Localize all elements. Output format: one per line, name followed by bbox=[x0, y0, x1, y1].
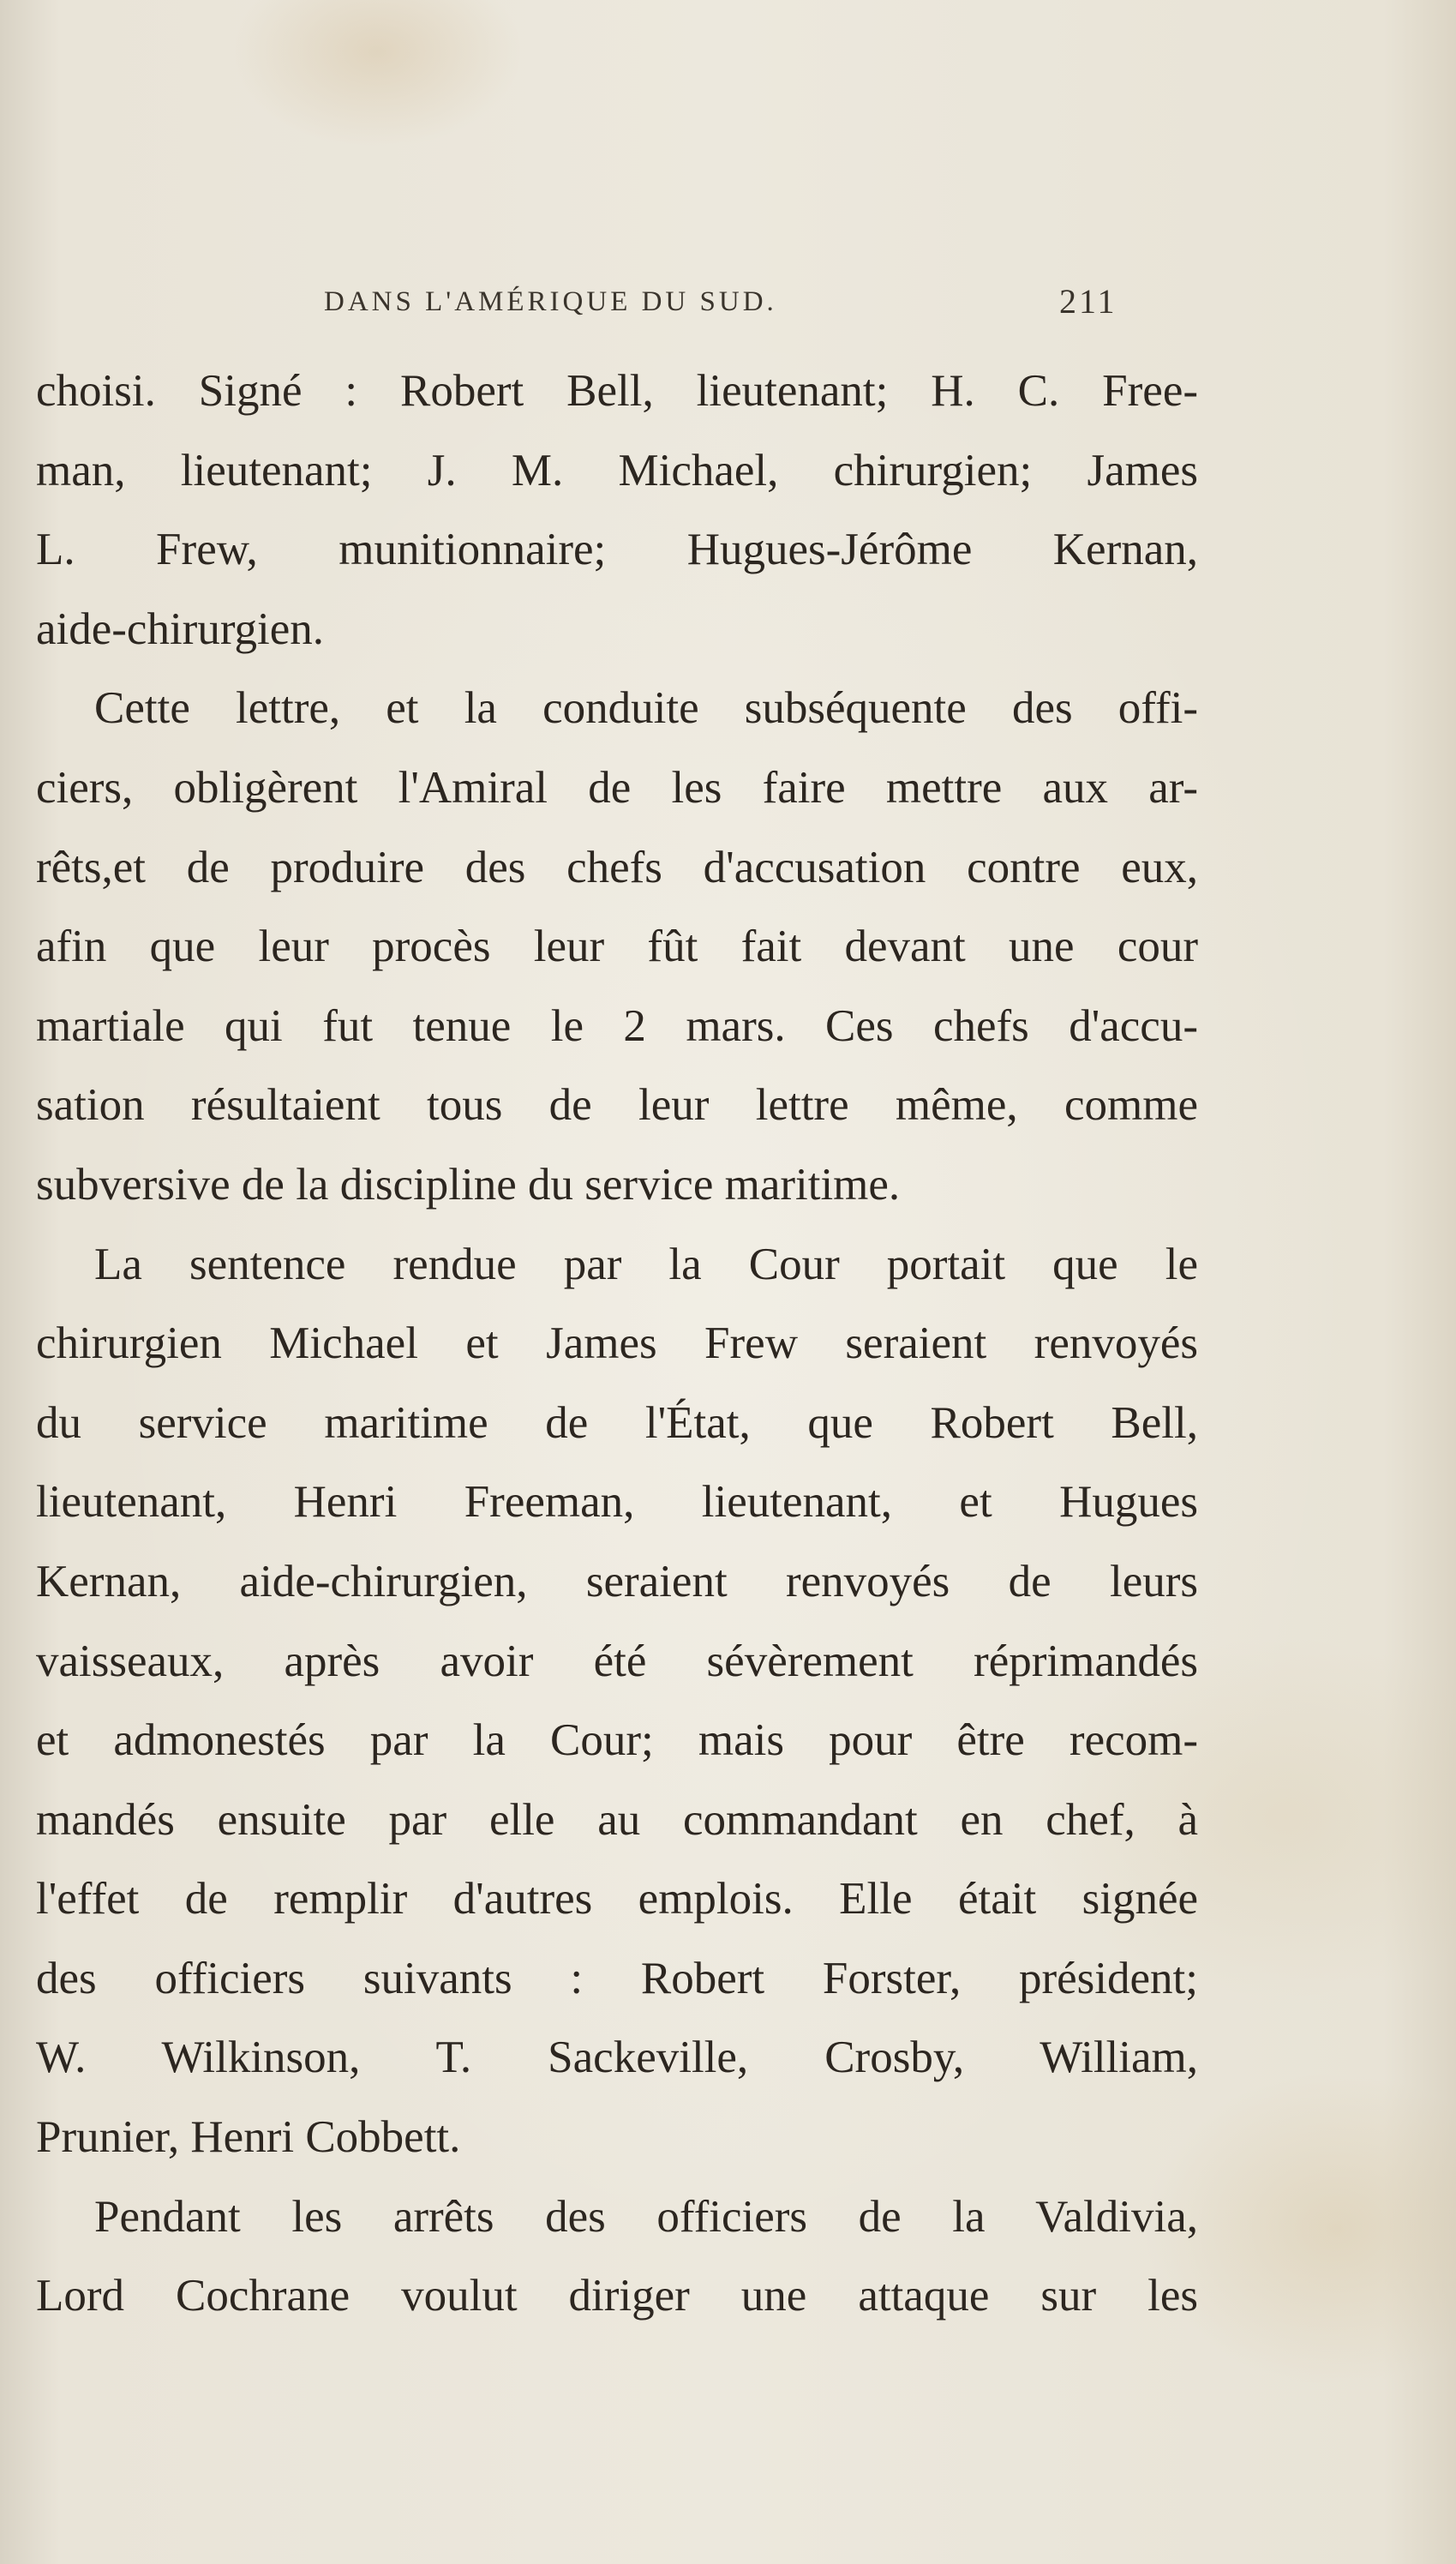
text-line: ciers, obligèrent l'Amiral de les faire mettre aux ar- bbox=[36, 762, 1198, 813]
text-line: du service maritime de l'État, que Robert Bell, bbox=[36, 1397, 1198, 1448]
text-line: chirurgien Michael et James Frew seraient renvoyés bbox=[36, 1318, 1198, 1369]
text-line: vaisseaux, après avoir été sévèrement réprimandés bbox=[36, 1636, 1198, 1686]
running-head bbox=[0, 280, 1456, 323]
text-line: afin que leur procès leur fût fait devant une cour bbox=[36, 922, 1198, 972]
text-line: La sentence rendue par la Cour portait que le bbox=[94, 1239, 1198, 1289]
text-line: sation résultaient tous de leur lettre même, comme bbox=[36, 1080, 1198, 1131]
text-line: Lord Cochrane voulut diriger une attaque sur les bbox=[36, 2271, 1198, 2321]
text-line: martiale qui fut tenue le 2 mars. Ces chefs d'accu- bbox=[36, 1000, 1198, 1051]
text-line: des officiers suivants : Robert Forster, président; bbox=[36, 1953, 1198, 2003]
text-line: Prunier, Henri Cobbett. bbox=[36, 2112, 461, 2163]
text-line: choisi. Signé : Robert Bell, lieutenant; H. C. Free- bbox=[36, 366, 1198, 416]
text-line: mandés ensuite par elle au commandant en chef, à bbox=[36, 1794, 1198, 1845]
text-line: Kernan, aide-chirurgien, seraient renvoyés de leurs bbox=[36, 1556, 1198, 1606]
running-title: DANS L'AMÉRIQUE DU SUD. bbox=[324, 286, 777, 317]
text-line: rêts,et de produire des chefs d'accusation contre eux, bbox=[36, 842, 1198, 892]
body-text bbox=[36, 351, 1198, 2336]
paragraph bbox=[36, 351, 1198, 669]
text-line: Cette lettre, et la conduite subséquente des offi- bbox=[94, 683, 1198, 734]
text-line: l'effet de remplir d'autres emplois. Elle était signée bbox=[36, 1874, 1198, 1925]
paragraph bbox=[36, 2177, 1198, 2336]
text-line: W. Wilkinson, T. Sackeville, Crosby, William, bbox=[36, 2033, 1198, 2083]
text-line: aide-chirurgien. bbox=[36, 603, 325, 654]
paragraph bbox=[36, 1225, 1198, 2177]
text-line: Pendant les arrêts des officiers de la Valdivia, bbox=[94, 2191, 1198, 2242]
page-number: 211 bbox=[1059, 282, 1117, 321]
text-line: subversive de la discipline du service maritime. bbox=[36, 1159, 901, 1210]
text-line: man, lieutenant; J. M. Michael, chirurgien; James bbox=[36, 445, 1198, 495]
text-line: et admonestés par la Cour; mais pour être recom- bbox=[36, 1715, 1198, 1766]
text-line: L. Frew, munitionnaire; Hugues-Jérôme Kernan, bbox=[36, 525, 1198, 575]
text-line: lieutenant, Henri Freeman, lieutenant, et Hugues bbox=[36, 1477, 1198, 1528]
paragraph bbox=[36, 669, 1198, 1224]
